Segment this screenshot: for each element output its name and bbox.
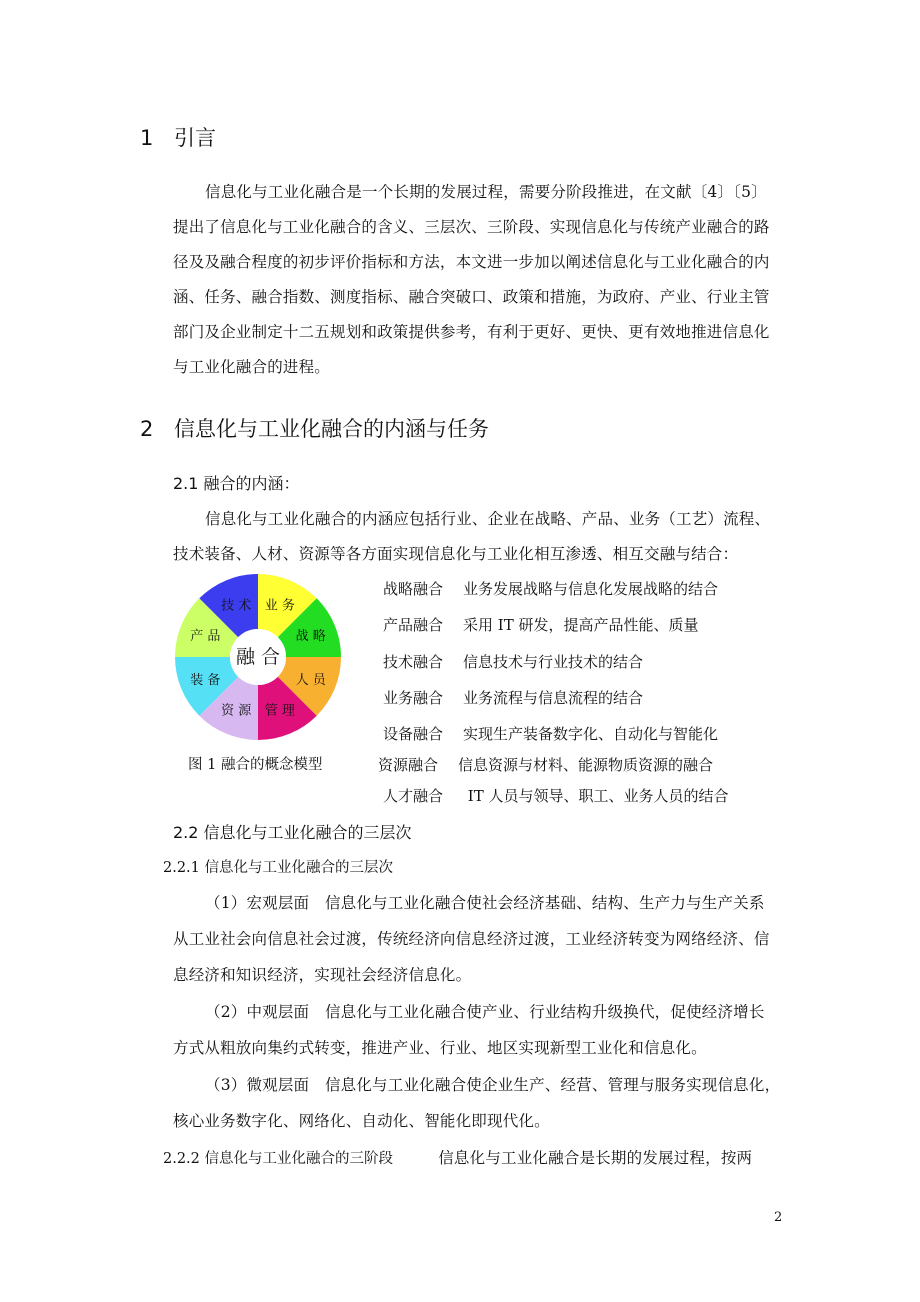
section-2-1-para-line: 技术装备、人材、资源等各方面实现信息化与工业化相互渗透、相互交融与结合： (173, 545, 739, 563)
section-2-1-para-line: 信息化与工业化融合的内涵应包括行业、企业在战略、产品、业务（工艺）流程、 (205, 510, 771, 528)
section-1-para-line: 信息化与工业化融合是一个长期的发展过程，需要分阶段推进，在文献〔4〕〔5〕 (205, 183, 767, 201)
section-1-para-line: 径及及融合程度的初步评价指标和方法，本文进一步加以阐述信息化与工业化融合的内 (173, 253, 770, 271)
wheel-segment-label: 产 品 (190, 629, 221, 645)
fusion-row-desc: IT 人员与领导、职工、业务人员的结合 (463, 787, 729, 805)
section-2-number: 2 (140, 417, 154, 441)
fusion-row-name: 业务融合 (383, 689, 444, 707)
fusion-row-desc: 信息技术与行业技术的结合 (463, 653, 644, 671)
fusion-row (383, 578, 718, 599)
wheel-segment-label: 业 务 (264, 598, 295, 614)
wheel-segment-label: 资 源 (221, 703, 252, 719)
section-2-2-2-title: 2.2.2 信息化与工业化融合的三阶段 (163, 1151, 394, 1167)
fusion-row-desc: 实现生产装备数字化、自动化与智能化 (463, 725, 719, 743)
section-2-title: 信息化与工业化融合的内涵与任务 (174, 417, 489, 441)
fusion-row-name: 战略融合 (383, 580, 444, 598)
section-2-1-heading: 2.1 融合的内涵： (173, 474, 300, 493)
fusion-row-desc: 采用 IT 研发，提高产品性能、质量 (463, 616, 699, 634)
fusion-row (383, 723, 718, 744)
item-1-line: 息经济和知识经济，实现社会经济信息化。 (173, 966, 472, 984)
fusion-row (383, 687, 643, 708)
item-3-line: （3）微观层面 信息化与工业化融合使企业生产、经营、管理与服务实现信息化， (205, 1076, 781, 1094)
fusion-row-name: 技术融合 (383, 653, 444, 671)
wheel-segment-label: 战 略 (295, 629, 326, 645)
wheel-segment-label: 装 备 (190, 672, 221, 688)
item-3-line: 核心业务数字化、网络化、自动化、智能化即现代化。 (173, 1112, 550, 1130)
item-1-line: 从工业社会向信息社会过渡，传统经济向信息经济过渡，工业经济转变为网络经济、信 (173, 930, 770, 948)
fusion-row (383, 785, 728, 806)
section-1-para-line: 提出了信息化与工业化融合的含义、三层次、三阶段、实现信息化与传统产业融合的路 (173, 218, 770, 236)
fusion-row-desc: 信息资源与材料、能源物质资源的融合 (458, 756, 714, 774)
section-2-2-2-text: 信息化与工业化融合是长期的发展过程，按两 (438, 1149, 753, 1167)
fusion-row (378, 754, 713, 775)
wheel-segment-label: 管 理 (264, 703, 295, 719)
fusion-row-name: 产品融合 (383, 616, 444, 634)
fusion-row (383, 651, 643, 672)
fusion-row-desc: 业务发展战略与信息化发展战略的结合 (463, 580, 719, 598)
figure-caption: 图 1 融合的概念模型 (188, 757, 323, 773)
fusion-row-name: 资源融合 (378, 756, 439, 774)
wheel-segment-label: 人 员 (295, 672, 326, 688)
section-2-heading (140, 413, 489, 443)
section-1-para-line: 部门及企业制定十二五规划和政策提供参考，有利于更好、更快、更有效地推进信息化 (173, 323, 770, 341)
page-number: 2 (774, 1210, 783, 1225)
item-2-line: （2）中观层面 信息化与工业化融合使产业、行业结构升级换代，促使经济增长 (205, 1003, 765, 1021)
section-1-number: 1 (140, 126, 154, 150)
section-2-2-2-heading (163, 1146, 752, 1168)
wheel-segment-label: 技 术 (221, 598, 252, 614)
wheel-center-label: 融 合 (235, 646, 281, 668)
section-1-para-line: 涵、任务、融合指数、测度指标、融合突破口、政策和措施，为政府、产业、行业主管 (173, 288, 770, 306)
item-2-line: 方式从粗放向集约式转变，推进产业、行业、地区实现新型工业化和信息化。 (173, 1039, 707, 1057)
fusion-row-desc: 业务流程与信息流程的结合 (463, 689, 644, 707)
section-1-title: 引言 (174, 126, 216, 150)
section-1-para-line: 与工业化融合的进程。 (173, 358, 331, 376)
fusion-row (383, 614, 698, 635)
section-2-2-1-heading: 2.2.1 信息化与工业化融合的三层次 (163, 860, 394, 876)
fusion-row-name: 设备融合 (383, 725, 444, 743)
fusion-row-name: 人才融合 (383, 787, 444, 805)
fusion-wheel-diagram (174, 573, 342, 741)
section-1-heading (140, 122, 216, 152)
item-1-line: （1）宏观层面 信息化与工业化融合使社会经济基础、结构、生产力与生产关系 (205, 894, 765, 912)
section-2-2-heading: 2.2 信息化与工业化融合的三层次 (173, 823, 412, 842)
